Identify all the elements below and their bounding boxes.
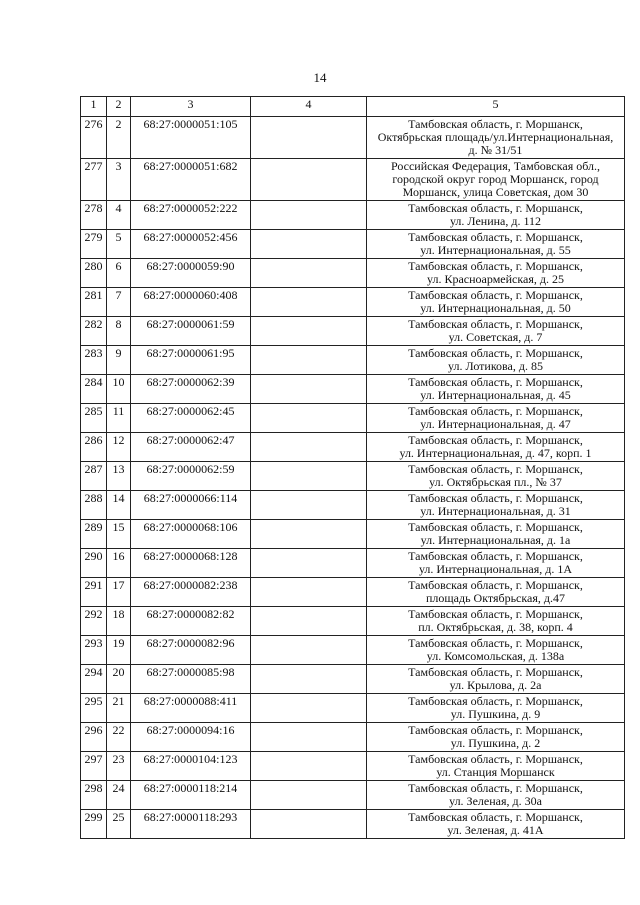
column-header-5: 5	[367, 97, 625, 117]
table-row	[81, 636, 625, 665]
table-row	[81, 346, 625, 375]
address-line: Тамбовская область, г. Моршанск,	[408, 549, 583, 563]
address-cell	[367, 346, 625, 375]
address-line: площадь Октябрьская, д.47	[425, 591, 565, 605]
address-line: ул. Комсомольская, д. 138а	[426, 649, 565, 663]
address-line: Тамбовская область, г. Моршанск,	[408, 375, 583, 389]
address-cell	[367, 694, 625, 723]
table-row	[81, 578, 625, 607]
column-4-cell	[251, 375, 367, 404]
address-cell	[367, 230, 625, 259]
address-cell	[367, 201, 625, 230]
column-header-2: 2	[107, 97, 131, 117]
column-4-cell	[251, 810, 367, 839]
address-line: Тамбовская область, г. Моршанск,	[408, 288, 583, 302]
column-header-1: 1	[81, 97, 107, 117]
table-row	[81, 462, 625, 491]
header-row	[81, 97, 625, 117]
column-4-cell	[251, 549, 367, 578]
table-row	[81, 810, 625, 839]
column-4-cell	[251, 230, 367, 259]
row-number: 285	[81, 404, 107, 433]
column-4-cell	[251, 520, 367, 549]
row-index: 13	[107, 462, 131, 491]
address-line: ул. Октябрьская пл., № 37	[429, 475, 562, 489]
row-index: 12	[107, 433, 131, 462]
address-cell	[367, 607, 625, 636]
row-number: 292	[81, 607, 107, 636]
cadastral-number: 68:27:0000094:16	[131, 723, 251, 752]
address-cell	[367, 578, 625, 607]
row-index: 20	[107, 665, 131, 694]
row-index: 19	[107, 636, 131, 665]
column-4-cell	[251, 317, 367, 346]
address-line: Тамбовская область, г. Моршанск,	[408, 752, 583, 766]
cadastral-number: 68:27:0000060:408	[131, 288, 251, 317]
table-row	[81, 259, 625, 288]
address-line: пл. Октябрьская, д. 38, корп. 4	[418, 620, 573, 634]
address-line: Тамбовская область, г. Моршанск,	[408, 781, 583, 795]
cadastral-number: 68:27:0000052:456	[131, 230, 251, 259]
address-line: городской округ город Моршанск, город	[392, 172, 599, 186]
address-line: ул. Пушкина, д. 9	[450, 707, 541, 721]
table-row	[81, 665, 625, 694]
column-4-cell	[251, 694, 367, 723]
address-line: ул. Интернациональная, д. 47, корп. 1	[399, 446, 592, 460]
address-line: Тамбовская область, г. Моршанск,	[408, 810, 583, 824]
address-line: ул. Интернациональная, д. 45	[420, 388, 571, 402]
row-number: 287	[81, 462, 107, 491]
cadastral-number: 68:27:0000062:39	[131, 375, 251, 404]
address-line: ул. Красноармейская, д. 25	[427, 272, 564, 286]
column-4-cell	[251, 607, 367, 636]
table-row	[81, 201, 625, 230]
row-index: 22	[107, 723, 131, 752]
address-line: ул. Интернациональная, д. 1А	[418, 562, 573, 576]
address-line: Тамбовская область, г. Моршанск,	[408, 230, 583, 244]
address-line: Тамбовская область, г. Моршанск,	[408, 404, 583, 418]
row-number: 293	[81, 636, 107, 665]
address-line: Тамбовская область, г. Моршанск,	[408, 636, 583, 650]
address-cell	[367, 636, 625, 665]
cadastral-number: 68:27:0000085:98	[131, 665, 251, 694]
row-number: 283	[81, 346, 107, 375]
column-4-cell	[251, 259, 367, 288]
row-number: 284	[81, 375, 107, 404]
address-line: ул. Зеленая, д. 30а	[449, 794, 542, 808]
address-line: Тамбовская область, г. Моршанск,	[408, 259, 583, 273]
row-number: 289	[81, 520, 107, 549]
cadastral-number: 68:27:0000051:682	[131, 159, 251, 201]
table-body	[81, 117, 625, 839]
address-line: д. № 31/51	[468, 143, 523, 157]
address-line: Тамбовская область, г. Моршанск,	[408, 346, 583, 360]
column-4-cell	[251, 462, 367, 491]
column-4-cell	[251, 159, 367, 201]
cadastral-number: 68:27:0000118:214	[131, 781, 251, 810]
address-cell	[367, 781, 625, 810]
cadastral-number: 68:27:0000059:90	[131, 259, 251, 288]
address-line: Тамбовская область, г. Моршанск,	[408, 433, 583, 447]
row-index: 15	[107, 520, 131, 549]
column-4-cell	[251, 578, 367, 607]
table-row	[81, 781, 625, 810]
address-line: Российская Федерация, Тамбовская обл.,	[390, 159, 601, 173]
address-cell	[367, 810, 625, 839]
row-number: 290	[81, 549, 107, 578]
address-line: Тамбовская область, г. Моршанск,	[408, 723, 583, 737]
column-4-cell	[251, 288, 367, 317]
row-number: 286	[81, 433, 107, 462]
cadastral-number: 68:27:0000088:411	[131, 694, 251, 723]
address-line: ул. Ленина, д. 112	[449, 214, 542, 228]
address-line: ул. Интернациональная, д. 31	[420, 504, 571, 518]
table-row	[81, 491, 625, 520]
table-row	[81, 694, 625, 723]
row-index: 3	[107, 159, 131, 201]
table-row	[81, 404, 625, 433]
address-line: Тамбовская область, г. Моршанск,	[408, 578, 583, 592]
row-index: 14	[107, 491, 131, 520]
row-index: 4	[107, 201, 131, 230]
address-line: Моршанск, улица Советская, дом 30	[402, 185, 589, 199]
address-cell	[367, 404, 625, 433]
cadastral-number: 68:27:0000082:238	[131, 578, 251, 607]
row-index: 6	[107, 259, 131, 288]
cadastral-number: 68:27:0000104:123	[131, 752, 251, 781]
table-row	[81, 317, 625, 346]
address-line: Октябрьская площадь/ул.Интернациональная,	[377, 130, 614, 144]
row-index: 17	[107, 578, 131, 607]
cadastral-number: 68:27:0000052:222	[131, 201, 251, 230]
address-line: ул. Станция Моршанск	[436, 765, 555, 779]
address-line: Тамбовская область, г. Моршанск,	[408, 201, 583, 215]
column-header-4: 4	[251, 97, 367, 117]
column-4-cell	[251, 636, 367, 665]
address-line: Тамбовская область, г. Моршанск,	[408, 117, 583, 131]
table-header	[81, 97, 625, 117]
column-4-cell	[251, 433, 367, 462]
address-line: Тамбовская область, г. Моршанск,	[408, 694, 583, 708]
row-index: 23	[107, 752, 131, 781]
row-number: 294	[81, 665, 107, 694]
table-row	[81, 433, 625, 462]
row-index: 5	[107, 230, 131, 259]
row-index: 21	[107, 694, 131, 723]
column-4-cell	[251, 404, 367, 433]
cadastral-number: 68:27:0000051:105	[131, 117, 251, 159]
address-cell	[367, 433, 625, 462]
property-table	[80, 96, 625, 839]
row-index: 10	[107, 375, 131, 404]
column-4-cell	[251, 781, 367, 810]
row-number: 276	[81, 117, 107, 159]
row-index: 18	[107, 607, 131, 636]
address-line: ул. Крылова, д. 2а	[449, 678, 542, 692]
row-index: 7	[107, 288, 131, 317]
cadastral-number: 68:27:0000082:96	[131, 636, 251, 665]
address-line: Тамбовская область, г. Моршанск,	[408, 491, 583, 505]
row-number: 295	[81, 694, 107, 723]
address-cell	[367, 259, 625, 288]
table-row	[81, 117, 625, 159]
address-cell	[367, 549, 625, 578]
row-number: 296	[81, 723, 107, 752]
cadastral-number: 68:27:0000068:106	[131, 520, 251, 549]
address-cell	[367, 520, 625, 549]
row-number: 280	[81, 259, 107, 288]
address-line: Тамбовская область, г. Моршанск,	[408, 317, 583, 331]
table-row	[81, 375, 625, 404]
row-index: 9	[107, 346, 131, 375]
address-line: ул. Интернациональная, д. 1а	[420, 533, 571, 547]
cadastral-number: 68:27:0000061:95	[131, 346, 251, 375]
row-number: 279	[81, 230, 107, 259]
address-line: Тамбовская область, г. Моршанск,	[408, 462, 583, 476]
cadastral-number: 68:27:0000066:114	[131, 491, 251, 520]
column-4-cell	[251, 117, 367, 159]
address-cell	[367, 288, 625, 317]
row-index: 2	[107, 117, 131, 159]
cadastral-number: 68:27:0000061:59	[131, 317, 251, 346]
row-number: 297	[81, 752, 107, 781]
table-row	[81, 607, 625, 636]
address-cell	[367, 159, 625, 201]
address-cell	[367, 723, 625, 752]
column-header-3: 3	[131, 97, 251, 117]
cadastral-number: 68:27:0000062:59	[131, 462, 251, 491]
table-row	[81, 230, 625, 259]
row-index: 11	[107, 404, 131, 433]
table-row	[81, 288, 625, 317]
address-cell	[367, 117, 625, 159]
address-cell	[367, 752, 625, 781]
row-number: 277	[81, 159, 107, 201]
address-cell	[367, 491, 625, 520]
address-cell	[367, 462, 625, 491]
row-index: 8	[107, 317, 131, 346]
cadastral-number: 68:27:0000062:47	[131, 433, 251, 462]
row-number: 298	[81, 781, 107, 810]
address-line: ул. Интернациональная, д. 55	[420, 243, 571, 257]
table-row	[81, 159, 625, 201]
address-line: ул. Советская, д. 7	[448, 330, 543, 344]
address-line: ул. Пушкина, д. 2	[450, 736, 541, 750]
address-line: ул. Интернациональная, д. 50	[420, 301, 571, 315]
table-row	[81, 549, 625, 578]
row-number: 281	[81, 288, 107, 317]
column-4-cell	[251, 665, 367, 694]
cadastral-number: 68:27:0000068:128	[131, 549, 251, 578]
row-index: 16	[107, 549, 131, 578]
column-4-cell	[251, 346, 367, 375]
row-number: 282	[81, 317, 107, 346]
cadastral-number: 68:27:0000062:45	[131, 404, 251, 433]
row-number: 291	[81, 578, 107, 607]
page-number: 14	[313, 70, 327, 85]
address-cell	[367, 317, 625, 346]
address-line: Тамбовская область, г. Моршанск,	[408, 665, 583, 679]
column-4-cell	[251, 491, 367, 520]
row-index: 25	[107, 810, 131, 839]
row-number: 288	[81, 491, 107, 520]
address-line: Тамбовская область, г. Моршанск,	[408, 520, 583, 534]
row-number: 299	[81, 810, 107, 839]
cadastral-number: 68:27:0000082:82	[131, 607, 251, 636]
address-line: ул. Интернациональная, д. 47	[420, 417, 571, 431]
row-number: 278	[81, 201, 107, 230]
cadastral-number: 68:27:0000118:293	[131, 810, 251, 839]
column-4-cell	[251, 723, 367, 752]
table-row	[81, 520, 625, 549]
column-4-cell	[251, 201, 367, 230]
table-row	[81, 752, 625, 781]
address-cell	[367, 665, 625, 694]
address-line: Тамбовская область, г. Моршанск,	[408, 607, 583, 621]
address-line: ул. Лотикова, д. 85	[448, 359, 543, 373]
column-4-cell	[251, 752, 367, 781]
address-line: ул. Зеленая, д. 41А	[447, 823, 544, 837]
address-cell	[367, 375, 625, 404]
row-index: 24	[107, 781, 131, 810]
table-row	[81, 723, 625, 752]
